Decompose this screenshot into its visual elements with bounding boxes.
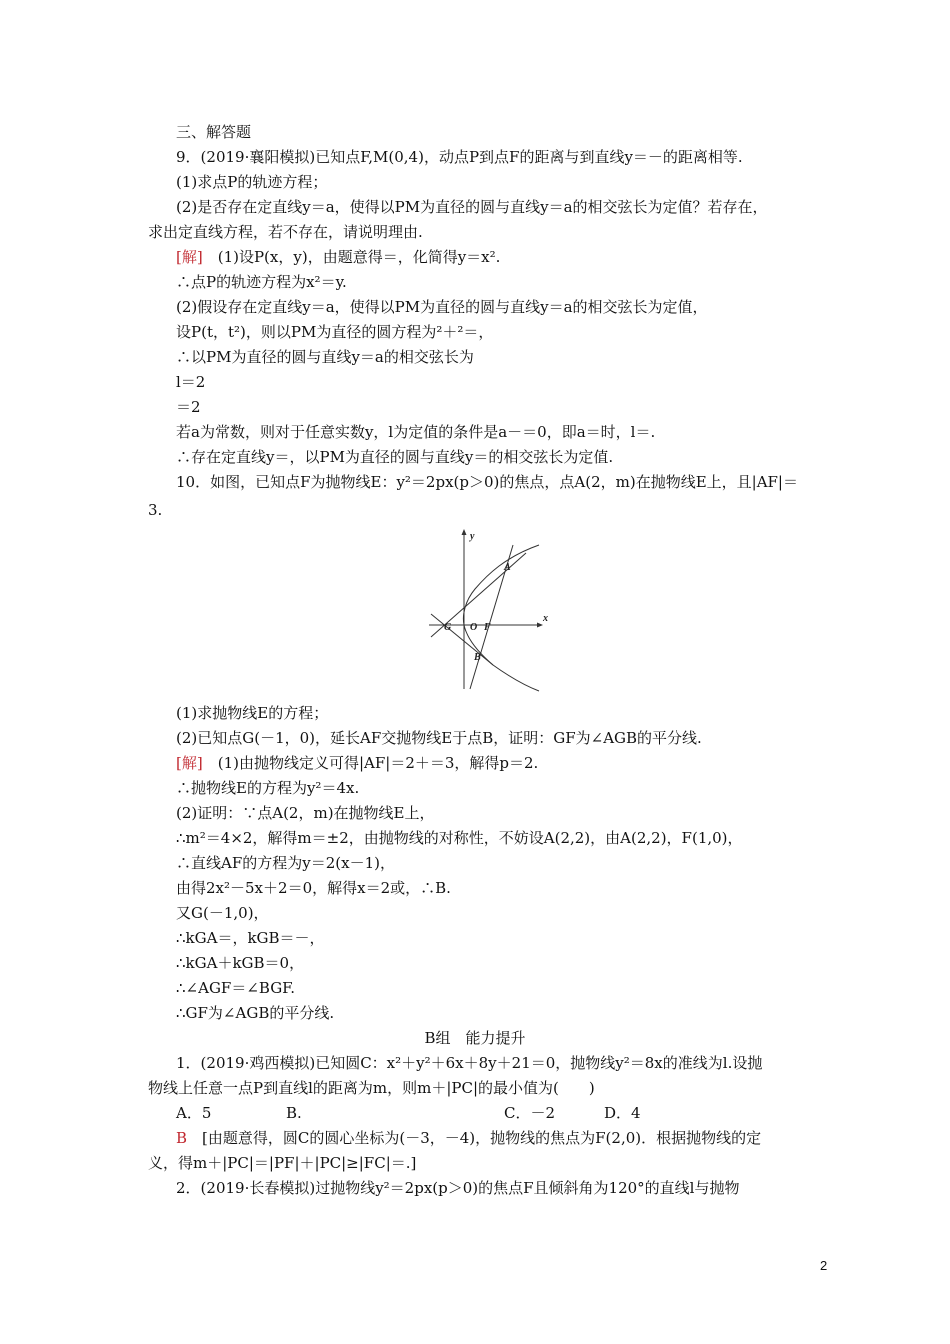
q10-part1: (1)求抛物线E的方程； [176, 704, 329, 722]
gb-q1-line2: 物线上任意一点P到直线l的距离为m，则m＋|PC|的最小值为( ) [148, 1079, 595, 1097]
label-x: x [543, 613, 548, 624]
q9-solution-line2: ∴点P的轨迹方程为x²＝y. [176, 273, 347, 291]
q9-stem: 9．(2019·襄阳模拟)已知点F,M(0,4)，动点P到点F的距离与到直线y＝－的距离相等. [176, 148, 743, 166]
y-axis-arrow [462, 529, 467, 535]
q9-solution-line3: (2)假设存在定直线y＝a，使得以PM为直径的圆与直线y＝a的相交弦长为定值， [176, 298, 708, 316]
gb-q1-option-a: A．5 [176, 1104, 212, 1122]
q10-solution-line9: ∴kGA＋kGB＝0， [176, 954, 305, 972]
gb-q1-sol-text: [由题意得，圆C的圆心坐标为(－3，－4)，抛物线的焦点为F(2,0)．根据抛物线的定 [187, 1129, 762, 1147]
q9-sol1-text: (1)设P(x，y)，由题意得＝，化简得y＝x². [202, 248, 501, 266]
label-f: F [484, 622, 491, 633]
group-b-heading: B组 能力提升 [424, 1029, 526, 1047]
q9-part2-line2: 求出定直线方程，若不存在，请说明理由. [148, 223, 423, 241]
q10-solution-line4: ∴m²＝4×2，解得m＝±2，由抛物线的对称性，不妨设A(2,2)，由A(2,2)，F(1,0)， [176, 829, 743, 847]
q10-stem-line1: 10．如图，已知点F为抛物线E：y²＝2px(p＞0)的焦点，点A(2，m)在抛物线E上，且|AF|＝ [176, 473, 798, 491]
gb-q1-option-d: D．4 [604, 1104, 641, 1122]
q10-solution-line8: ∴kGA＝，kGB＝－， [176, 929, 325, 947]
page-number: 2 [820, 1258, 828, 1273]
q9-part1: (1)求点P的轨迹方程； [176, 173, 328, 191]
label-a: A [504, 562, 511, 573]
q10-stem-line2: 3. [148, 501, 163, 519]
gb-q1-solution-line1 [176, 1128, 761, 1148]
label-y: y [470, 531, 475, 542]
solution-tag: [解] [176, 754, 203, 772]
gb-q1-line1: 1．(2019·鸡西模拟)已知圆C：x²＋y²＋6x＋8y＋21＝0，抛物线y²＝8x的准线为l.设抛 [176, 1054, 763, 1072]
parabola-curve [463, 545, 539, 691]
q10-part2: (2)已知点G(－1，0)，延长AF交抛物线E于点B，证明：GF为∠AGB的平分线. [176, 729, 702, 747]
gb-q1-solution-line2: 义，得m＋|PC|＝|PF|＋|PC|≥|FC|＝.] [148, 1154, 417, 1172]
gb-q1-option-b: B. [286, 1104, 302, 1122]
q9-part2-line1: (2)是否存在定直线y＝a，使得以PM为直径的圆与直线y＝a的相交弦长为定值？若存在， [176, 198, 768, 216]
q10-solution-line11: ∴GF为∠AGB的平分线. [176, 1004, 335, 1022]
label-o: O [470, 622, 478, 633]
gb-q2-line1: 2．(2019·长春模拟)过抛物线y²＝2px(p＞0)的焦点F且倾斜角为120°的直线l与抛物 [176, 1179, 740, 1197]
gb-q1-option-c: C．－2 [504, 1104, 556, 1122]
section-heading: 三、解答题 [176, 123, 252, 141]
label-g: G [444, 622, 452, 633]
parabola-figure [427, 527, 548, 692]
q9-solution-line6: l＝2 [176, 373, 206, 391]
q9-solution-line8: 若a为常数，则对于任意实数y，l为定值的条件是a－＝0，即a＝时，l＝. [176, 423, 656, 441]
q10-solution-line7: 又G(－1,0)， [176, 904, 269, 922]
q9-solution-line9: ∴存在定直线y＝，以PM为直径的圆与直线y＝的相交弦长为定值. [176, 448, 614, 466]
q10-solution-line3: (2)证明：∵点A(2，m)在抛物线E上， [176, 804, 435, 822]
q9-solution-line5: ∴以PM为直径的圆与直线y＝a的相交弦长为 [176, 348, 474, 366]
q10-solution-line6: 由得2x²－5x＋2＝0，解得x＝2或，∴B. [176, 879, 451, 897]
q9-solution-line7: ＝2 [176, 398, 201, 416]
answer-letter: B [176, 1129, 188, 1147]
q10-solution-line5: ∴直线AF的方程为y＝2(x－1)， [176, 854, 395, 872]
q9-solution-line4: 设P(t，t²)，则以PM为直径的圆方程为²＋²＝， [176, 323, 494, 341]
q9-solution-line1 [176, 247, 500, 267]
q10-solution-line2: ∴抛物线E的方程为y²＝4x. [176, 779, 360, 797]
q10-solution-line10: ∴∠AGF＝∠BGF. [176, 979, 296, 997]
label-b: B [474, 652, 481, 663]
q10-sol1-text: (1)由抛物线定义可得|AF|＝2＋＝3，解得p＝2. [202, 754, 539, 772]
q10-solution-line1 [176, 753, 538, 773]
solution-tag: [解] [176, 248, 203, 266]
